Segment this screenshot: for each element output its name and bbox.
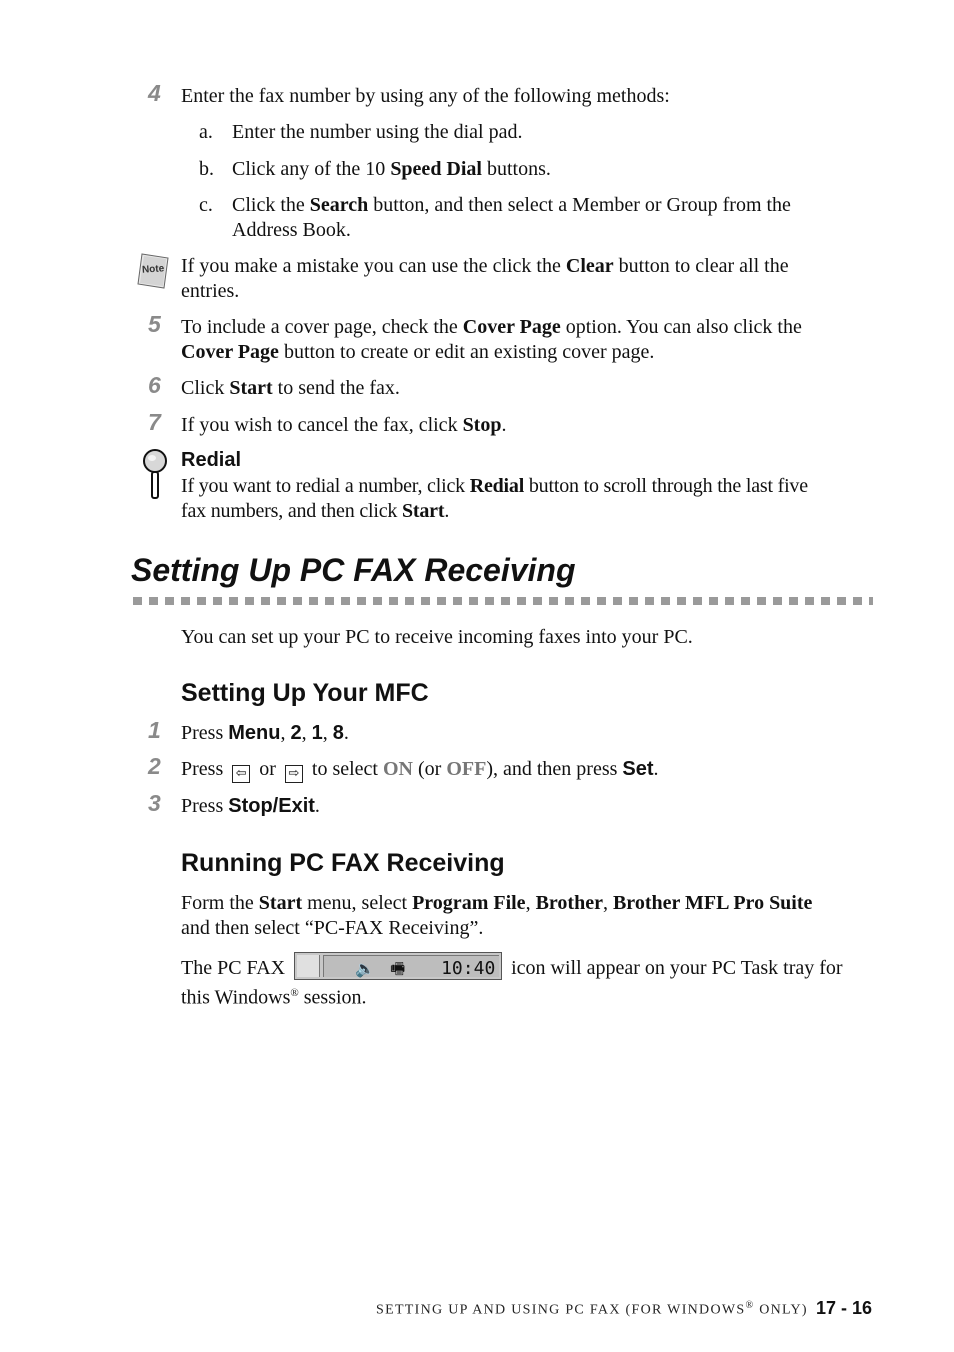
tray-clock: 10:40	[441, 958, 496, 979]
paragraph: Form the Start menu, select Program File, Brother, Brother MFL Pro Suite and then select “PC-FAX Receiving”.	[181, 892, 813, 939]
step-text: Press ⇦ or ⇨ to select ON (or OFF), and then press Set.	[181, 758, 659, 781]
left-arrow-key-icon: ⇦	[232, 765, 250, 783]
method-label: a.	[199, 121, 213, 143]
paragraph: The PC FAX 🔈 🖷 10:40 icon will appear on your PC Task tray for this Windows® session.	[181, 952, 843, 1011]
step-text: Press Menu, 2, 1, 8.	[181, 722, 349, 744]
subsection-title: Running PC FAX Receiving	[181, 849, 505, 877]
note-text: If you make a mistake you can use the click the Clear button to clear all the entries.	[181, 255, 789, 302]
step-number: 7	[148, 409, 161, 435]
step-text: To include a cover page, check the Cover Page option. You can also click the Cover Page button to create or edit an existing cover page.	[181, 316, 802, 363]
step-text: Click Start to send the fax.	[181, 377, 400, 399]
tip-title: Redial	[181, 449, 242, 471]
method-text: Enter the number using the dial pad.	[232, 121, 523, 143]
method-a	[199, 120, 523, 145]
method-label: b.	[199, 158, 214, 180]
step-text: If you wish to cancel the fax, click Stop.	[181, 414, 507, 436]
step-text: Enter the fax number by using any of the following methods:	[181, 85, 670, 107]
step-number: 6	[148, 372, 161, 398]
method-b	[199, 157, 551, 182]
step-number: 5	[148, 311, 161, 337]
method-label: c.	[199, 194, 213, 216]
step-text: Press Stop/Exit.	[181, 795, 320, 817]
intro-text: You can set up your PC to receive incoming faxes into your PC.	[181, 626, 693, 648]
fax-icon: 🖷	[390, 959, 406, 978]
method-c	[199, 193, 791, 241]
magnifier-icon	[141, 448, 171, 506]
tray-handle	[297, 955, 320, 977]
method-text: Click the Search button, and then select a Member or Group from the Address Book.	[232, 194, 791, 241]
task-tray-image	[294, 952, 502, 980]
step-number: 3	[148, 790, 161, 816]
speaker-icon: 🔈	[355, 959, 376, 978]
running-footer: SETTING UP AND USING PC FAX (FOR WINDOWS® ONLY)	[376, 1300, 808, 1318]
right-arrow-key-icon: ⇨	[285, 765, 303, 783]
section-title: Setting Up PC FAX Receiving	[131, 552, 576, 588]
step-number: 4	[148, 80, 161, 106]
note-icon: Note	[136, 252, 170, 288]
subsection-title: Setting Up Your MFC	[181, 679, 429, 707]
page-number: 17 - 16	[816, 1298, 873, 1318]
step-number: 2	[148, 753, 161, 779]
section-divider	[133, 597, 873, 605]
tip-text: If you want to redial a number, click Redial button to scroll through the last five fax numbers, and then click Start.	[181, 475, 808, 522]
step-number: 1	[148, 717, 161, 743]
method-text: Click any of the 10 Speed Dial buttons.	[232, 158, 551, 180]
